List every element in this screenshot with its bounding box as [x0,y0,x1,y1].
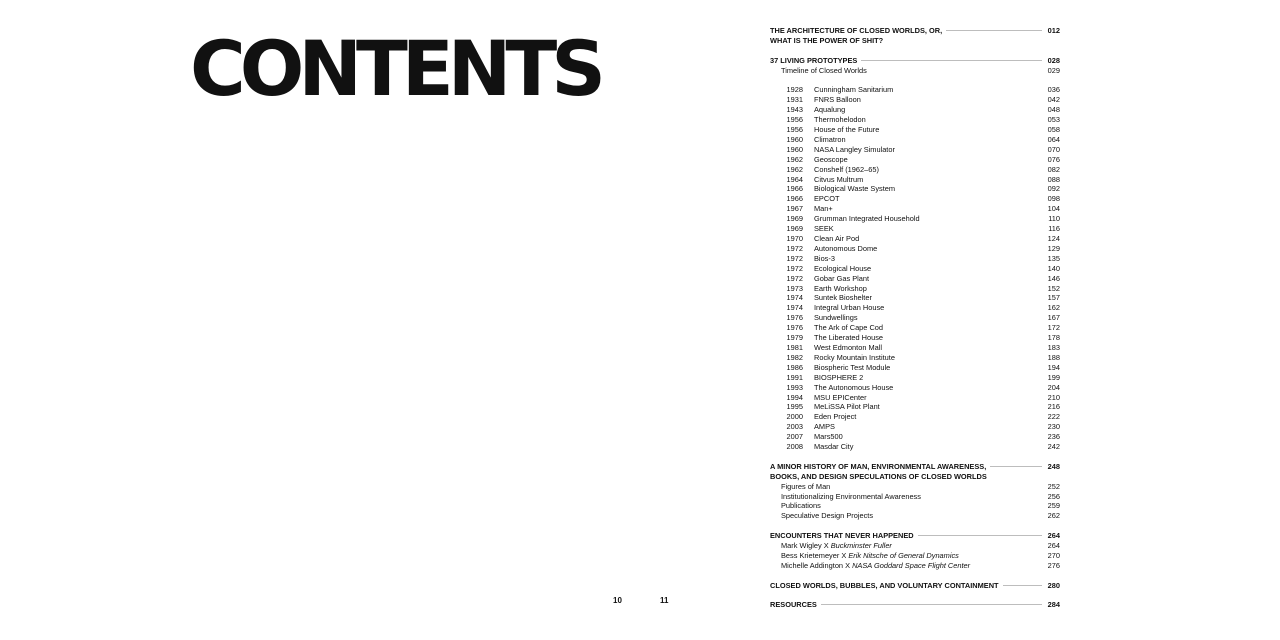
entry-page: 210 [1047,392,1060,402]
entry-page: 194 [1047,362,1060,372]
entry-name: Rocky Mountain Institute [814,352,895,362]
toc-entry[interactable] [770,204,1060,214]
entry-year: 1982 [786,352,803,362]
section-page: 028 [1047,55,1060,65]
entry-page: 172 [1047,323,1060,333]
entry-page: 146 [1047,273,1060,283]
entry-year: 1970 [786,234,803,243]
entry-page: 188 [1047,352,1060,362]
toc-entry[interactable] [770,383,1060,393]
subitem-page: 264 [1047,541,1060,551]
section-title: THE ARCHITECTURE OF CLOSED WORLDS, OR, [770,26,943,35]
entry-page: 162 [1047,303,1060,313]
entry-name: Citvus Multrum [814,174,864,184]
entry-name: The Liberated House [814,333,884,343]
toc-entry[interactable] [770,432,1060,442]
entry-name: The Ark of Cape Cod [814,323,884,333]
toc-entry[interactable] [770,194,1060,204]
entry-year: 1995 [786,402,803,412]
entry-name: Ecological House [814,263,872,273]
toc-section[interactable] [770,26,1060,36]
entry-page: 104 [1047,204,1060,214]
toc-section[interactable] [770,462,1060,472]
entry-page: 088 [1047,174,1060,184]
entry-name: FNRS Balloon [814,95,861,105]
subitem-label: Publications [781,501,821,511]
encounter-subject: Buckminster Fuller [830,541,892,551]
entry-name: NASA Langley Simulator [814,144,895,154]
entry-name: Suntek Bioshelter [814,293,872,303]
entry-name: Eden Project [814,412,857,422]
toc-entry[interactable] [770,244,1060,254]
toc-entry[interactable] [770,303,1060,313]
toc-subitem[interactable] [770,511,1060,521]
entry-name: The Autonomous House [814,382,894,392]
encounter-label [781,561,1046,571]
table-of-contents [770,26,1060,610]
subitem-label: Speculative Design Projects [781,511,874,521]
toc-section[interactable] [770,581,1060,591]
section-page: 280 [1047,580,1060,590]
entry-page: 129 [1047,243,1060,253]
entry-year: 1928 [786,85,803,95]
entry-page: 157 [1047,293,1060,303]
entry-name: MeLiSSA Pilot Plant [814,402,880,412]
encounter-label [781,551,1046,561]
entry-name: Biospheric Test Module [814,362,891,372]
leader-line [1003,585,1042,586]
section-title: CLOSED WORLDS, BUBBLES, AND VOLUNTARY CONTAINMENT [770,580,999,590]
entry-page: 230 [1047,422,1060,432]
entry-page: 204 [1047,382,1060,392]
entry-year: 1991 [786,372,803,382]
toc-entry[interactable] [770,165,1060,175]
entry-year: 1956 [786,115,803,125]
toc-entry[interactable] [770,442,1060,452]
entry-year: 1956 [786,125,803,135]
toc-entry[interactable] [770,393,1060,403]
entry-page: 152 [1047,283,1060,293]
entry-year: 1994 [786,392,803,402]
toc-subitem[interactable] [770,561,1060,571]
entry-year: 1981 [786,342,803,352]
toc-subitem[interactable] [770,482,1060,492]
subitem-page: 262 [1047,511,1060,521]
toc-entry[interactable] [770,135,1060,145]
entry-year: 1962 [786,154,803,164]
entry-name: Thermohelodon [814,115,866,125]
encounter-person: Michelle Addington X [781,560,853,570]
entry-name: SEEK [814,224,834,234]
page-number-right: 11 [660,596,669,605]
entry-page: 058 [1047,125,1060,135]
prototype-list [770,85,1060,452]
section-title-cont: WHAT IS THE POWER OF SHIT? [770,35,884,45]
entry-year: 1972 [786,243,803,253]
entry-page: 242 [1047,442,1060,452]
entry-year: 1943 [786,105,803,115]
subitem-page: 276 [1047,560,1060,570]
entry-name: BIOSPHERE 2 [814,372,864,382]
toc-subitem[interactable] [770,551,1060,561]
entry-name: Aqualung [814,105,846,115]
entry-name: Cunningham Sanitarium [814,85,894,95]
section-page: 264 [1047,531,1060,541]
toc-entry[interactable] [770,323,1060,333]
section-title: 37 LIVING PROTOTYPES [770,55,858,65]
toc-subitem[interactable] [770,501,1060,511]
subitem-page: 270 [1047,550,1060,560]
entry-year: 1973 [786,283,803,293]
entry-name: Gobar Gas Plant [814,273,870,283]
subitem-label: Institutionalizing Environmental Awareness [781,491,921,501]
entry-year: 1960 [786,134,803,144]
entry-year: 1993 [786,382,803,392]
entry-year: 1974 [786,303,803,313]
entry-page: 183 [1047,342,1060,352]
leader-line [918,535,1042,536]
entry-name: Mars500 [814,432,843,442]
entry-year: 1976 [786,313,803,323]
toc-entry[interactable] [770,105,1060,115]
toc-section[interactable] [770,531,1060,541]
toc-entry[interactable] [770,125,1060,135]
entry-year: 1972 [786,263,803,273]
toc-entry[interactable] [770,145,1060,155]
entry-name: Climatron [814,134,846,144]
encounters-list [770,541,1060,571]
leader-line [821,604,1042,605]
entry-page: 082 [1047,164,1060,174]
toc-subitem[interactable] [770,541,1060,551]
section-title: A MINOR HISTORY OF MAN, ENVIRONMENTAL AWARENESS, [770,461,987,471]
subitem-label: Figures of Man [781,481,831,491]
toc-entry[interactable] [770,264,1060,274]
entry-name: AMPS [814,422,835,432]
toc-entry[interactable] [770,214,1060,224]
entry-page: 222 [1047,412,1060,422]
entry-year: 1979 [786,333,803,343]
page-number-left: 10 [613,596,622,605]
entry-year: 2008 [786,442,803,452]
toc-entry[interactable] [770,313,1060,323]
entry-name: Grumman Integrated Household [814,214,920,224]
entry-page: 116 [1048,224,1060,234]
entry-year: 2003 [786,422,803,432]
entry-name: Conshelf (1962–65) [814,164,879,174]
entry-page: 199 [1047,372,1060,382]
toc-entry[interactable] [770,353,1060,363]
entry-page: 236 [1047,432,1060,442]
entry-name: Biological Waste System [814,184,896,194]
entry-year: 1972 [786,253,803,263]
toc-entry[interactable] [770,402,1060,412]
section-title: ENCOUNTERS THAT NEVER HAPPENED [770,531,914,541]
entry-name: Geoscope [814,154,848,164]
leader-line [861,60,1042,61]
section-title-cont: BOOKS, AND DESIGN SPECULATIONS OF CLOSED WORLDS [770,471,987,481]
entry-year: 1986 [786,362,803,372]
entry-page: 064 [1047,134,1060,144]
entry-year: 2000 [786,412,803,422]
leader-line [946,30,1042,31]
entry-name: Clean Air Pod [814,234,860,243]
entry-year: 1966 [786,184,803,194]
toc-entry[interactable] [770,412,1060,422]
subitem-page: 252 [1047,481,1060,491]
toc-entry[interactable] [770,293,1060,303]
encounter-person: Bess Krietemeyer X [781,550,849,560]
toc-entry[interactable] [770,284,1060,294]
entry-name: Earth Workshop [814,283,867,293]
entry-year: 1966 [786,194,803,204]
entry-page: 048 [1047,105,1060,115]
entry-page: 092 [1047,184,1060,194]
section-title: RESOURCES [770,600,817,610]
entry-page: 167 [1047,313,1060,323]
section-page: 248 [1047,461,1060,471]
toc-entry[interactable] [770,95,1060,105]
history-list [770,482,1060,522]
section-page: 012 [1047,26,1060,35]
entry-page: 140 [1047,263,1060,273]
entry-page: 076 [1047,154,1060,164]
toc-entry[interactable] [770,115,1060,125]
toc-entry[interactable] [770,175,1060,185]
toc-entry[interactable] [770,343,1060,353]
toc-section[interactable] [770,56,1060,66]
encounter-person: Mark Wigley X [781,541,831,551]
entry-page: 135 [1047,253,1060,263]
toc-entry[interactable] [770,333,1060,343]
entry-name: Autonomous Dome [814,243,878,253]
toc-entry[interactable] [770,254,1060,264]
entry-year: 2007 [786,432,803,442]
entry-year: 1976 [786,323,803,333]
leader-line [990,466,1042,467]
toc-subitem[interactable] [770,66,1060,76]
toc-entry[interactable] [770,85,1060,95]
entry-year: 1964 [786,174,803,184]
entry-year: 1960 [786,144,803,154]
entry-year: 1967 [786,204,803,214]
entry-page: 070 [1047,144,1060,154]
encounter-subject: NASA Goddard Space Flight Center [852,560,971,570]
entry-page: 178 [1047,333,1060,343]
encounter-label [781,541,1046,551]
page-title: CONTENTS [190,24,600,113]
subitem-page: 259 [1047,501,1060,511]
entry-page: 124 [1047,234,1060,243]
entry-name: House of the Future [814,125,880,135]
toc-subitem[interactable] [770,492,1060,502]
entry-year: 1974 [786,293,803,303]
toc-entry[interactable] [770,234,1060,244]
entry-year: 1962 [786,164,803,174]
toc-entry[interactable] [770,224,1060,234]
encounter-subject: Erik Nitsche of General Dynamics [848,550,959,560]
toc-entry[interactable] [770,184,1060,194]
toc-entry[interactable] [770,373,1060,383]
entry-name: Masdar City [814,442,854,452]
entry-page: 110 [1048,214,1060,224]
entry-page: 053 [1047,115,1060,125]
entry-page: 098 [1047,194,1060,204]
toc-section[interactable] [770,600,1060,610]
entry-page: 042 [1047,95,1060,105]
subitem-page: 029 [1047,65,1060,75]
toc-entry[interactable] [770,274,1060,284]
entry-year: 1972 [786,273,803,283]
toc-entry[interactable] [770,422,1060,432]
entry-name: MSU EPICenter [814,392,867,402]
subitem-label: Timeline of Closed Worlds [781,65,867,75]
subitem-page: 256 [1047,491,1060,501]
entry-name: Bios-3 [814,253,835,263]
section-page: 284 [1047,600,1060,610]
entry-name: West Edmonton Mall [814,342,883,352]
entry-page: 216 [1047,402,1060,412]
entry-year: 1931 [786,95,803,105]
entry-name: Integral Urban House [814,303,885,313]
entry-name: Man+ [814,204,833,214]
entry-name: EPCOT [814,194,840,204]
entry-year: 1969 [786,214,803,224]
entry-page: 036 [1047,85,1060,95]
toc-entry[interactable] [770,363,1060,373]
entry-year: 1969 [786,224,803,234]
entry-name: Sundwellings [814,313,858,323]
toc-entry[interactable] [770,155,1060,165]
